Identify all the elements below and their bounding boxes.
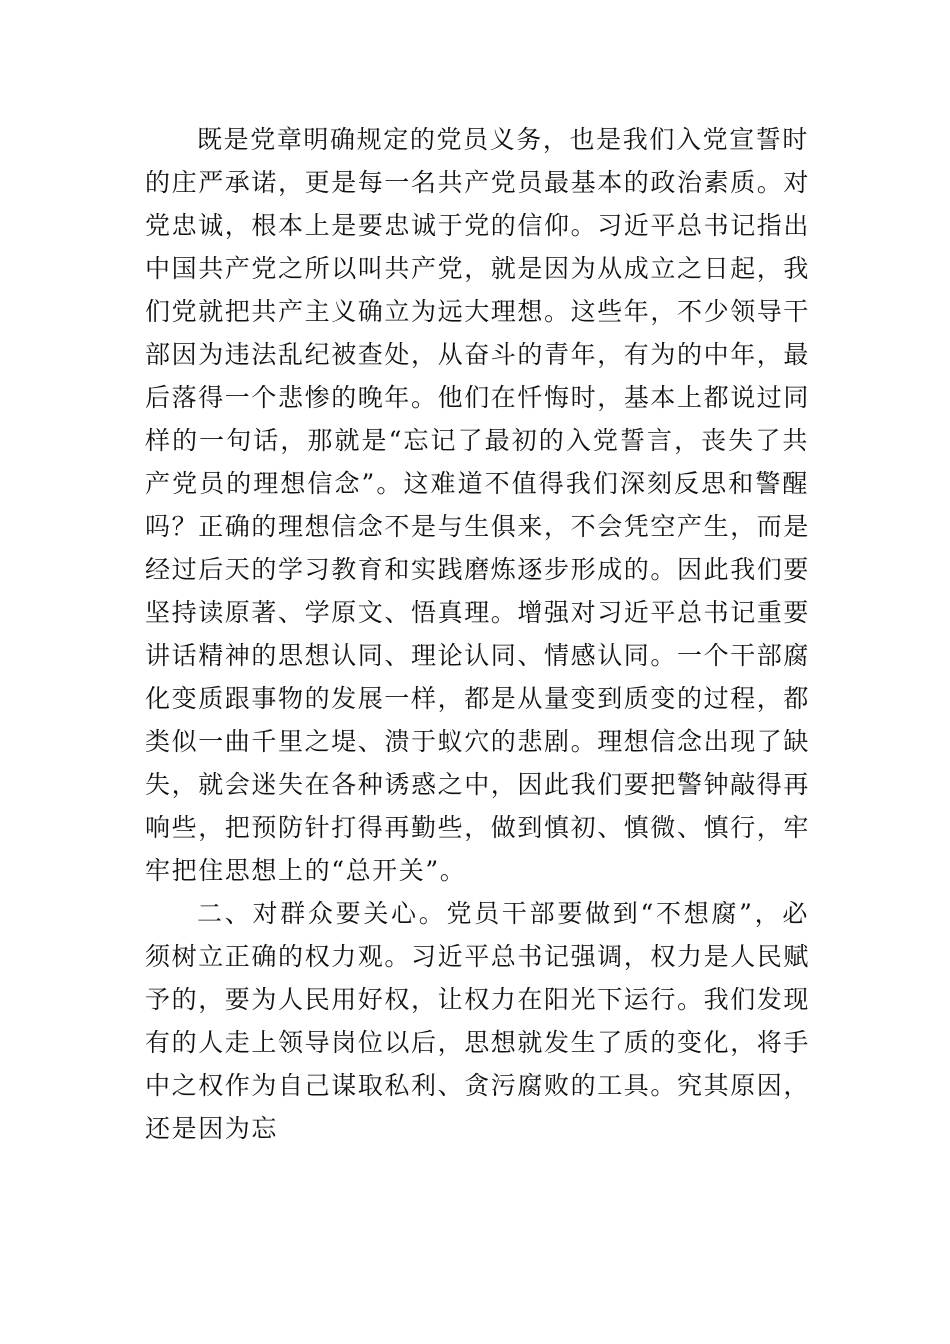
paragraph-line: 予的，要为人民用好权，让权力在阳光下运行。我们发现: [145, 985, 811, 1014]
body-text: [145, 118, 809, 1150]
paragraph-line: 还是因为忘: [145, 1114, 279, 1143]
paragraph-line: 部因为违法乱纪被查处，从奋斗的青年，有为的中年，最: [145, 340, 811, 369]
paragraph-line: 坚持读原著、学原文、悟真理。增强对习近平总书记重要: [145, 598, 811, 627]
paragraph-line: 经过后天的学习教育和实践磨炼逐步形成的。因此我们要: [145, 555, 811, 584]
paragraph-line: 们党就把共产主义确立为远大理想。这些年，不少领导干: [145, 297, 811, 326]
paragraph-line: 响些，把预防针打得再勤些，做到慎初、慎微、慎行，牢: [145, 813, 811, 842]
paragraph-line: 失，就会迷失在各种诱惑之中，因此我们要把警钟敲得再: [145, 770, 811, 799]
paragraph-line: 产党员的理想信念”。这难道不值得我们深刻反思和警醒: [145, 469, 809, 498]
paragraph-line: 后落得一个悲惨的晚年。他们在忏悔时，基本上都说过同: [145, 383, 811, 412]
paragraph-line: 既是党章明确规定的党员义务，也是我们入党宣誓时: [197, 125, 809, 154]
paragraph-line: 的庄严承诺，更是每一名共产党员最基本的政治素质。对: [145, 168, 811, 197]
paragraph-line: 须树立正确的权力观。习近平总书记强调，权力是人民赋: [145, 942, 811, 971]
paragraph-line: 讲话精神的思想认同、理论认同、情感认同。一个干部腐: [145, 641, 811, 670]
paragraph-line: 样的一句话，那就是“忘记了最初的入党誓言，丧失了共: [145, 426, 809, 455]
paragraph-line: 中国共产党之所以叫共产党，就是因为从成立之日起，我: [145, 254, 811, 283]
paragraph-line: 二、对群众要关心。党员干部要做到“不想腐”，必: [197, 899, 809, 928]
paragraph-line: 化变质跟事物的发展一样，都是从量变到质变的过程，都: [145, 684, 811, 713]
paragraph-line: 类似一曲千里之堤、溃于蚁穴的悲剧。理想信念出现了缺: [145, 727, 811, 756]
paragraph-line: 中之权作为自己谋取私利、贪污腐败的工具。究其原因，: [145, 1071, 811, 1100]
paragraph-line: 吗？正确的理想信念不是与生俱来，不会凭空产生，而是: [145, 512, 811, 541]
paragraph-line: 牢把住思想上的“总开关”。: [145, 856, 467, 885]
paragraph-line: 党忠诚，根本上是要忠诚于党的信仰。习近平总书记指出: [145, 211, 811, 240]
paragraph-line: 有的人走上领导岗位以后，思想就发生了质的变化，将手: [145, 1028, 811, 1057]
